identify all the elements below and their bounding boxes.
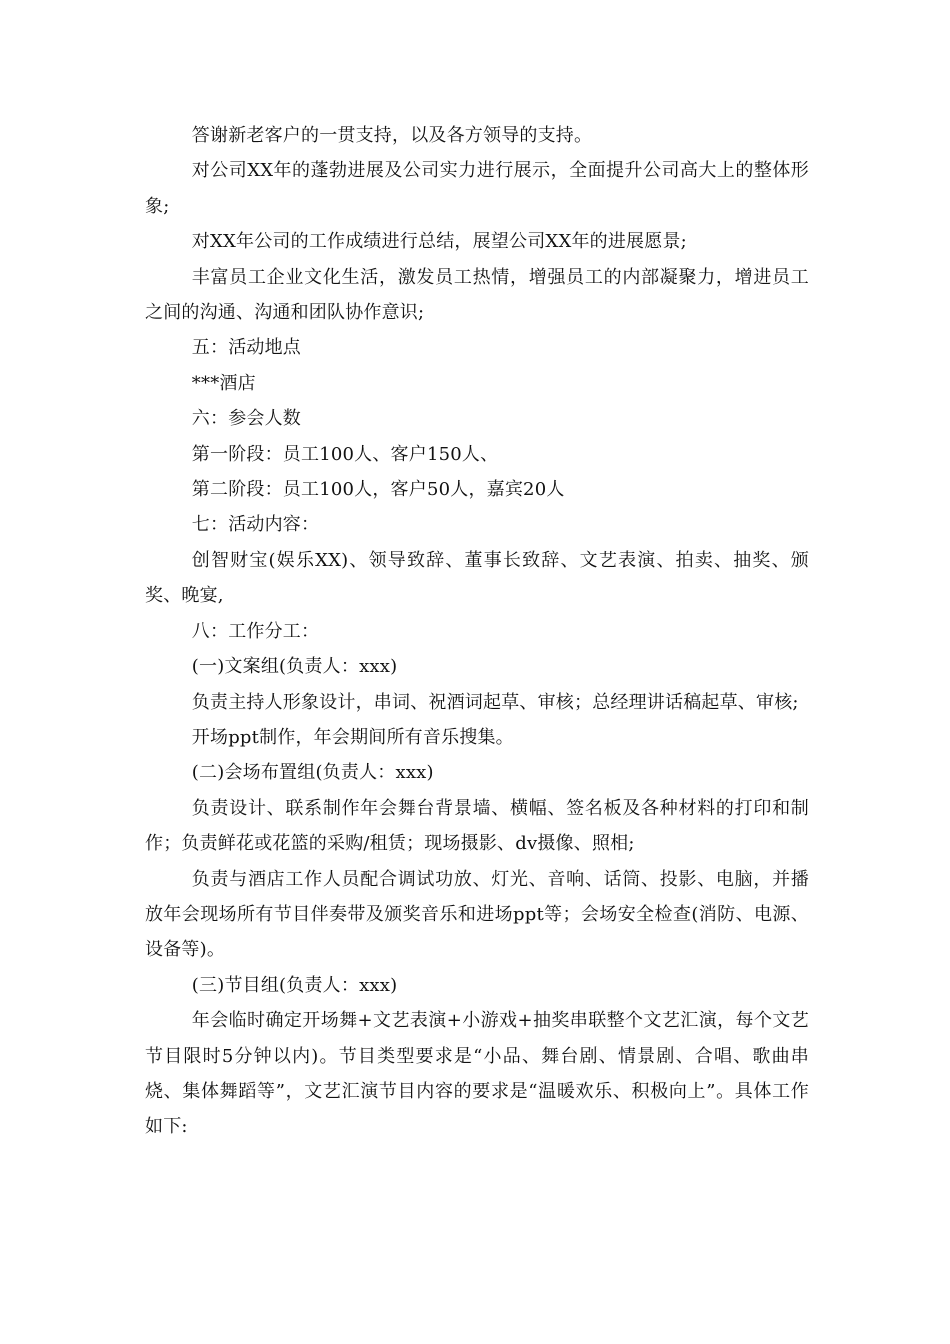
subheading-venue-team: (二)会场布置组(负责人：xxx) — [191, 762, 434, 784]
document-body — [145, 118, 809, 1145]
subheading-copy-team: (一)文案组(负责人：xxx) — [191, 656, 398, 678]
paragraph-summary: 对XX年公司的工作成绩进行总结，展望公司XX年的进展愿景; — [191, 231, 687, 253]
paragraph-activity-list: 创智财宝(娱乐XX)、领导致辞、董事长致辞、文艺表演、拍卖、抽奖、颁奖、晚宴, — [145, 549, 809, 607]
paragraph-venue-team-duty-2: 负责与酒店工作人员配合调试功放、灯光、音响、话筒、投影、电脑，并播放年会现场所有节目伴奏带及颁奖音乐和进场ppt等；会场安全检查(消防、电源、设备等)。 — [145, 868, 809, 961]
paragraph-thanks: 答谢新老客户的一贯支持，以及各方领导的支持。 — [191, 125, 593, 146]
section-heading-attendance: 六：参会人数 — [191, 408, 301, 430]
paragraph-venue-team-duty-1: 负责设计、联系制作年会舞台背景墙、横幅、签名板及各种材料的打印和制作；负责鲜花或花篮的采购/租赁；现场摄影、dv摄像、照相; — [145, 797, 809, 855]
paragraph-copy-team-duty-1: 负责主持人形象设计，串词、祝酒词起草、审核；总经理讲话稿起草、审核; — [191, 691, 799, 713]
paragraph-phase-two: 第二阶段：员工100人，客户50人，嘉宾20人 — [191, 479, 565, 501]
paragraph-company-image: 对公司XX年的蓬勃进展及公司实力进行展示，全面提升公司高大上的整体形象; — [145, 160, 809, 217]
paragraph-program-team-duty: 年会临时确定开场舞+文艺表演+小游戏+抽奖串联整个文艺汇演，每个文艺节目限时5分钟以内)。节目类型要求是“小品、舞台剧、情景剧、合唱、歌曲串烧、集体舞蹈等”，文艺汇演节目内容的要求是“温暖欢乐、积极向上”。具体工作如下: — [145, 1010, 809, 1138]
paragraph-phase-one: 第一阶段：员工100人、客户150人、 — [191, 443, 499, 465]
section-heading-content: 七：活动内容： — [191, 514, 320, 536]
paragraph-copy-team-duty-2: 开场ppt制作，年会期间所有音乐搜集。 — [191, 726, 514, 748]
section-heading-division: 八：工作分工： — [191, 620, 320, 642]
paragraph-employee-culture: 丰富员工企业文化生活，激发员工热情，增强员工的内部凝聚力，增进员工之间的沟通、沟通和团队协作意识; — [145, 266, 809, 324]
subheading-program-team: (三)节目组(负责人：xxx) — [191, 974, 398, 996]
paragraph-location: ***酒店 — [191, 372, 256, 394]
section-heading-location: 五：活动地点 — [191, 337, 301, 359]
